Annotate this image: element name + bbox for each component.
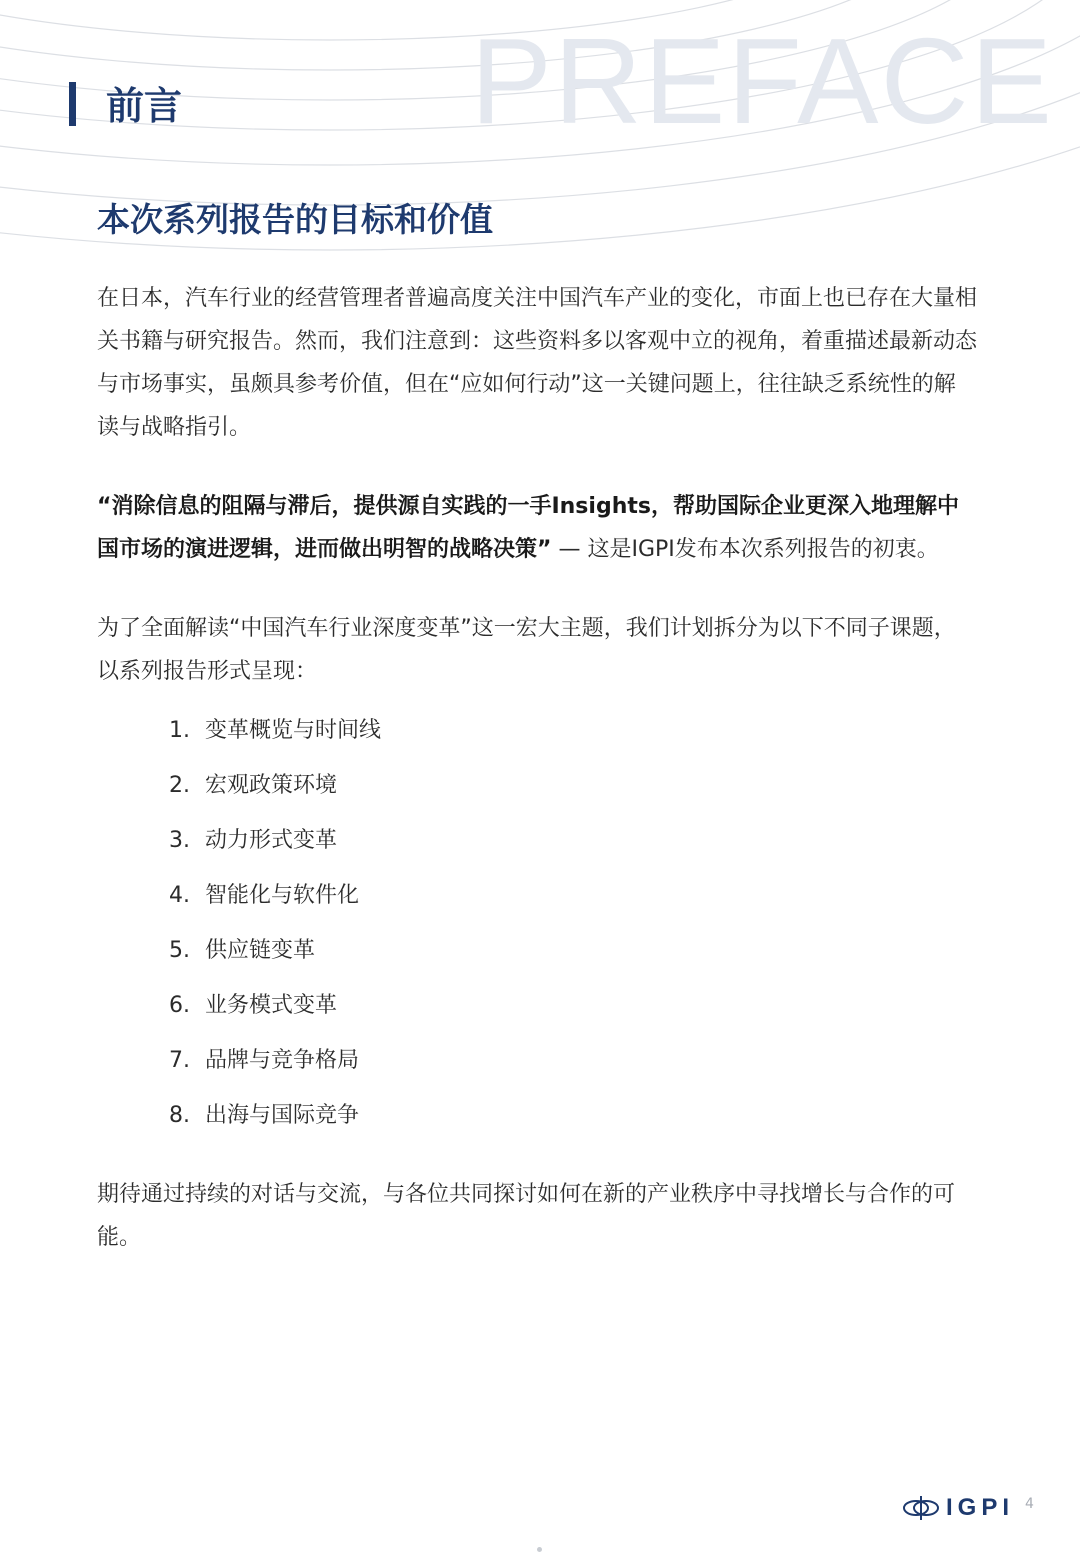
igpi-logo-mark-icon	[902, 1493, 942, 1523]
page-number: 4	[1025, 1496, 1034, 1512]
quote-tail: — 这是IGPI发布本次系列报告的初衷。	[551, 537, 939, 562]
list-item-number: 7.	[169, 1048, 190, 1073]
list-item	[169, 703, 977, 758]
list-item-label: 供应链变革	[205, 938, 316, 963]
igpi-logo-text: IGPI	[946, 1494, 1015, 1521]
list-item-number: 2.	[169, 773, 190, 798]
list-item-number: 3.	[169, 828, 190, 853]
intro-paragraph: 在日本，汽车行业的经营管理者普遍高度关注中国汽车产业的变化，市面上也已存在大量相关书籍与研究报告。然而，我们注意到：这些资料多以客观中立的视角，着重描述最新动态与市场事实，虽颇具参考价值，但在“应如何行动”这一关键问题上，往往缺乏系统性的解读与战略指引。	[97, 286, 978, 440]
list-item-label: 变革概览与时间线	[205, 718, 382, 743]
list-item-label: 宏观政策环境	[205, 773, 338, 798]
list-item-label: 品牌与竞争格局	[205, 1048, 360, 1073]
list-item-number: 8.	[169, 1103, 190, 1128]
list-item	[169, 868, 977, 923]
section-heading: 本次系列报告的目标和价值	[97, 200, 493, 239]
closing-paragraph: 期待通过持续的对话与交流，与各位共同探讨如何在新的产业秩序中寻找增长与合作的可能。	[97, 1182, 956, 1250]
list-item-label: 动力形式变革	[205, 828, 338, 853]
list-item-label: 智能化与软件化	[205, 883, 360, 908]
preface-watermark: PREFACE	[470, 13, 1054, 149]
list-item	[169, 813, 977, 868]
list-item-number: 4.	[169, 883, 190, 908]
list-item	[169, 1088, 977, 1143]
list-item	[169, 923, 977, 978]
plan-paragraph: 为了全面解读“中国汽车行业深度变革”这一宏大主题，我们计划拆分为以下不同子课题，以系列报告形式呈现：	[97, 616, 956, 684]
topic-list	[97, 703, 977, 1143]
quote-paragraph	[97, 485, 977, 571]
list-item	[169, 1033, 977, 1088]
list-item-label: 业务模式变革	[205, 993, 338, 1018]
list-item-number: 1.	[169, 718, 190, 743]
list-item	[169, 978, 977, 1033]
title-accent-bar	[69, 82, 76, 126]
page-title: 前言	[106, 84, 183, 128]
body-content	[97, 277, 977, 1259]
igpi-logo	[902, 1493, 1014, 1523]
quote-emphasis: “消除信息的阻隔与滞后，提供源自实践的一手Insights，帮助国际企业更深入地理解中国市场的演进逻辑，进而做出明智的战略决策”	[97, 494, 959, 562]
list-item	[169, 758, 977, 813]
list-item-number: 6.	[169, 993, 190, 1018]
list-item-label: 出海与国际竞争	[205, 1103, 360, 1128]
list-item-number: 5.	[169, 938, 190, 963]
footer-dot	[537, 1547, 542, 1552]
